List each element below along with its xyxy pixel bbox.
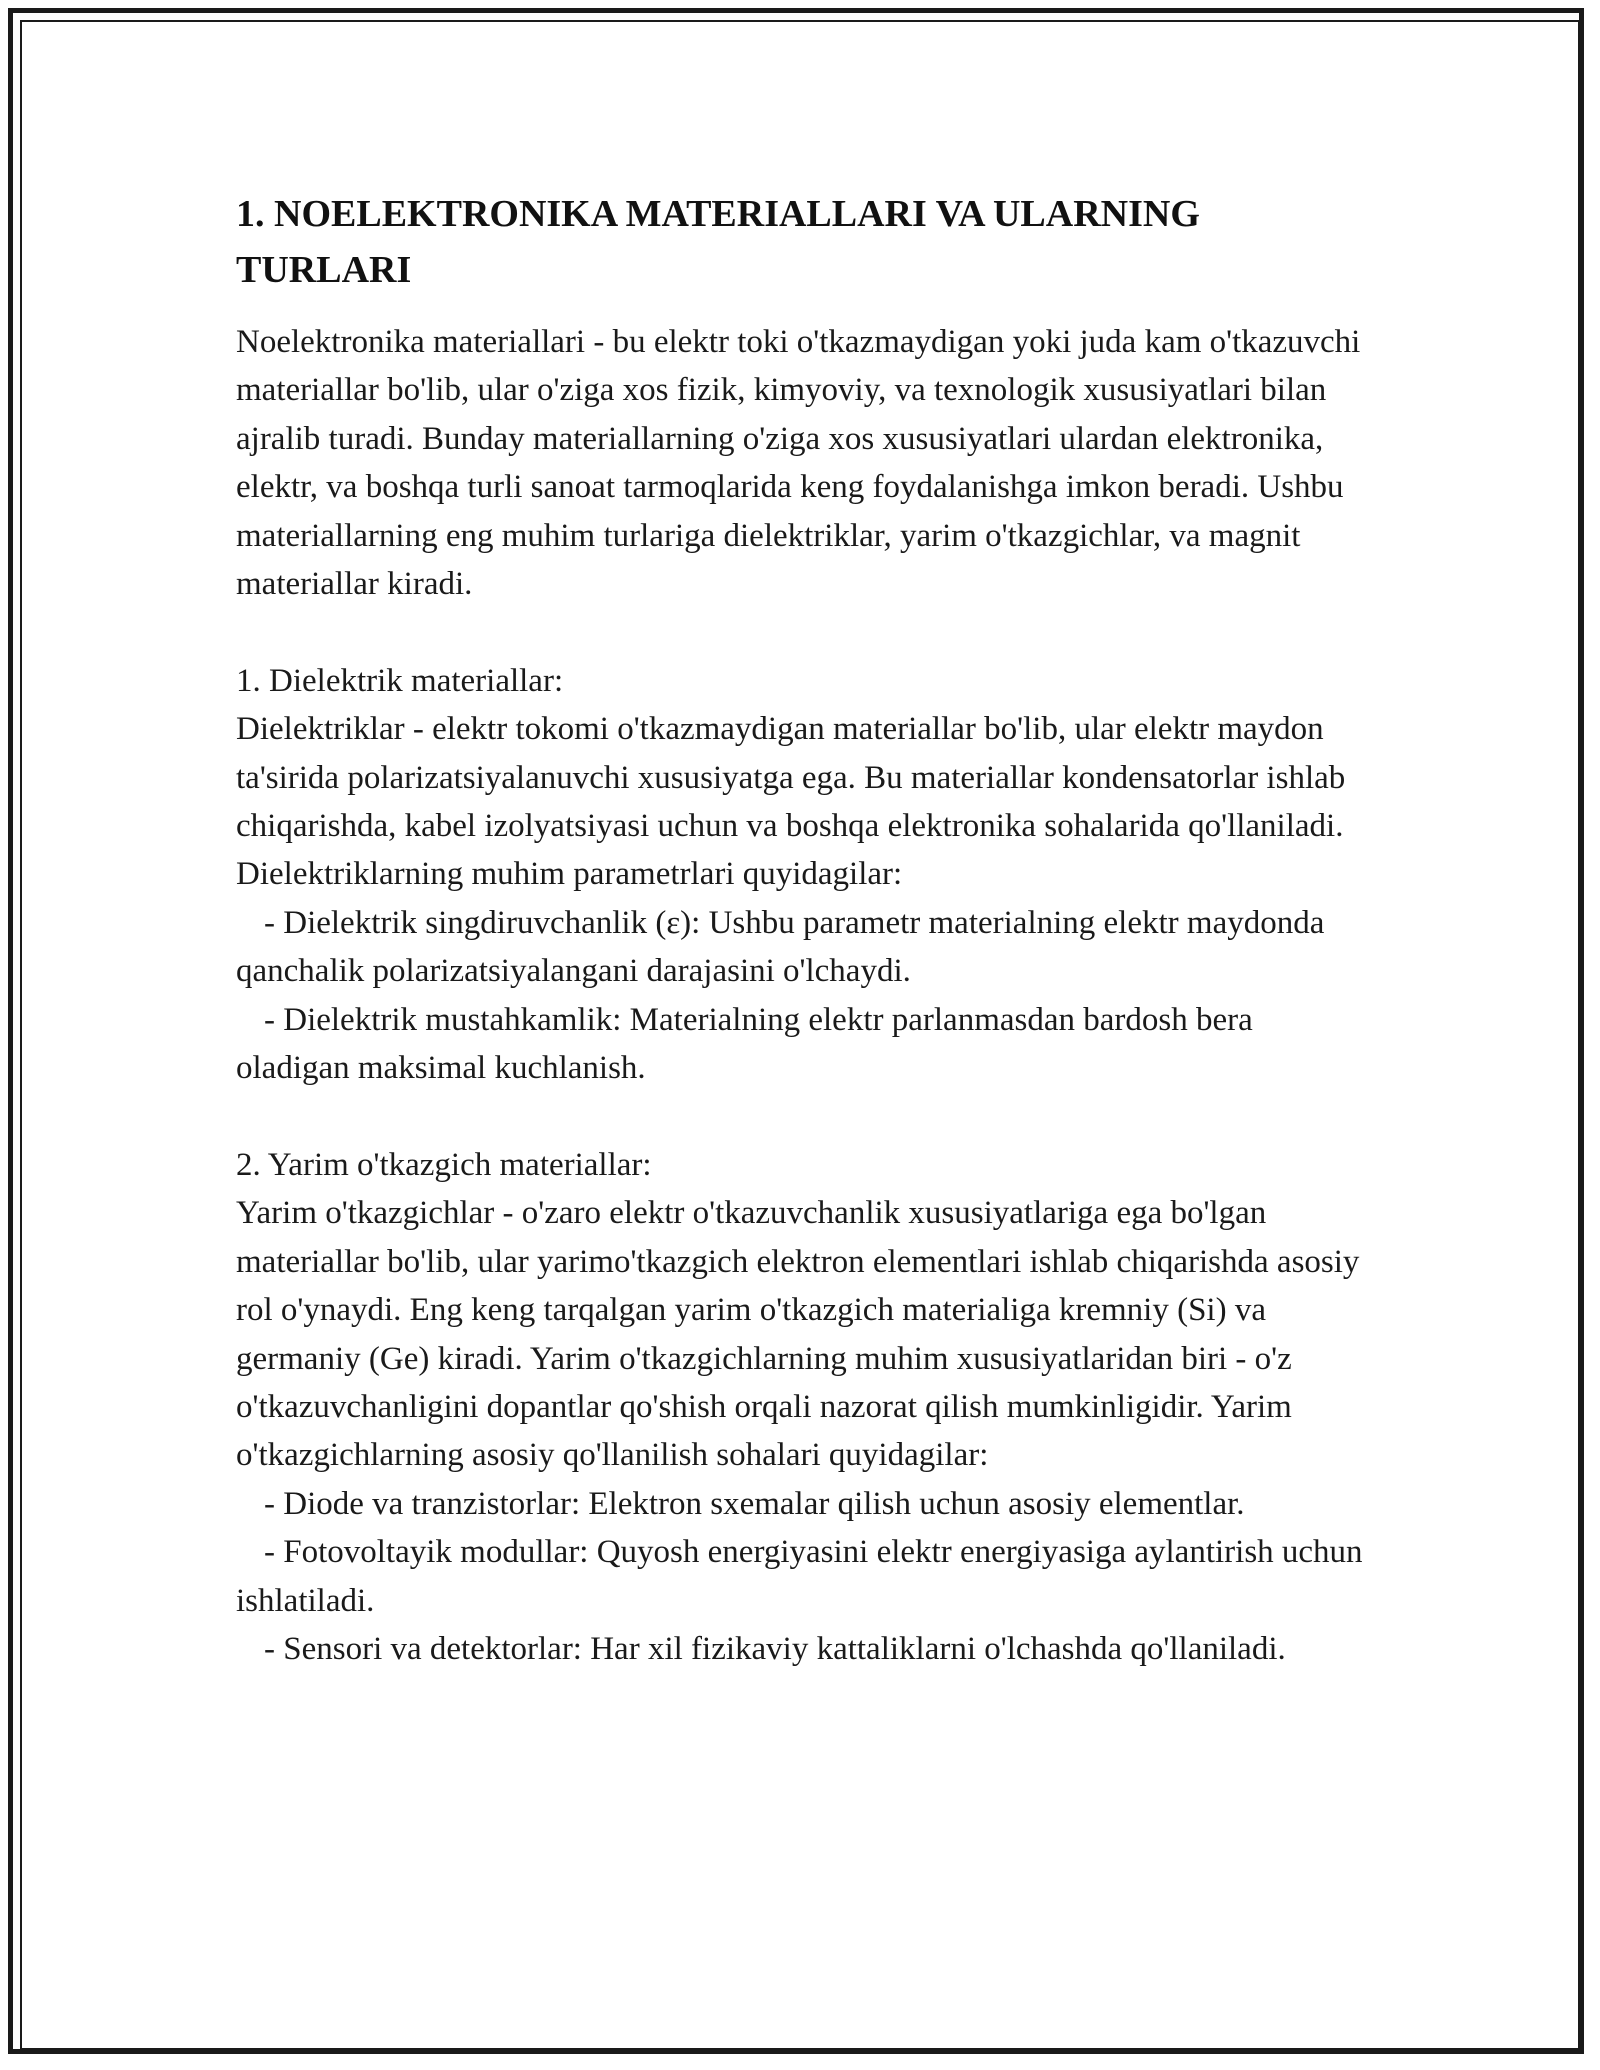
list-item: - Dielektrik singdiruvchanlik (ε): Ushbu parametr materialning elektr maydonda qanchalik polarizatsiyalangani darajasini o'lchaydi.: [236, 904, 1325, 990]
document-body: [236, 186, 1366, 1673]
intro-paragraph: Noelektronika materiallari - bu elektr toki o'tkazmaydigan yoki juda kam o'tkazuvchi materiallar bo'lib, ular o'ziga xos fizik, kimyoviy, va texnologik xususiyatlari bilan ajralib turadi. Bunday materiallarning o'ziga xos xususiyatlari ulardan elektronika, elektr, va boshqa turli sanoat tarmoqlarida keng foydalanishga imkon beradi. Ushbu materiallarning eng muhim turlariga dielektriklar, yarim o'tkazgichlar, va magnit materiallar kiradi.: [236, 324, 1361, 603]
section-body: Dielektriklar - elektr tokomi o'tkazmaydigan materiallar bo'lib, ular elektr maydon ta'sirida polarizatsiyalanuvchi xususiyatga ega. Bu materiallar kondensatorlar ishlab chiqarishda, kabel izolyatsiyasi uchun va boshqa elektronika sohalarida qo'llaniladi. Dielektriklarning muhim parametrlari quyidagilar:: [236, 711, 1346, 893]
list-item: - Diode va tranzistorlar: Elektron sxemalar qilish uchun asosiy elementlar.: [264, 1485, 1245, 1522]
paragraph-gap: [236, 608, 1366, 656]
document-title: 1. NOELEKTRONIKA MATERIALLARI VA ULARNING TURLARI: [236, 193, 1200, 291]
section-dielectric: [236, 657, 1366, 1093]
section-body: Yarim o'tkazgichlar - o'zaro elektr o'tkazuvchanlik xususiyatlariga ega bo'lgan materiallar bo'lib, ular yarimo'tkazgich elektron elementlari ishlab chiqarishda asosiy rol o'ynaydi. Eng keng tarqalgan yarim o'tkazgich materialiga kremniy (Si) va germaniy (Ge) kiradi. Yarim o'tkazgichlarning muhim xususiyatlaridan biri - o'z o'tkazuvchanligini dopantlar qo'shish orqali nazorat qilish mumkinligidir. Yarim o'tkazgichlarning asosiy qo'llanilish sohalari quyidagilar:: [236, 1195, 1360, 1474]
list-item: - Fotovoltayik modullar: Quyosh energiyasini elektr energiyasiga aylantirish uchun ishlatiladi.: [236, 1534, 1363, 1619]
list-item: - Dielektrik mustahkamlik: Materialning elektr parlanmasdan bardosh bera oladigan maksimal kuchlanish.: [236, 1001, 1253, 1087]
list-item: - Sensori va detektorlar: Har xil fizikaviy kattaliklarni o'lchashda qo'llaniladi.: [264, 1630, 1286, 1667]
section-semiconductor: [236, 1141, 1366, 1673]
section-heading: 1. Dielektrik materiallar:: [236, 662, 564, 699]
paragraph-gap: [236, 1092, 1366, 1140]
section-heading: 2. Yarim o'tkazgich materiallar:: [236, 1146, 652, 1183]
